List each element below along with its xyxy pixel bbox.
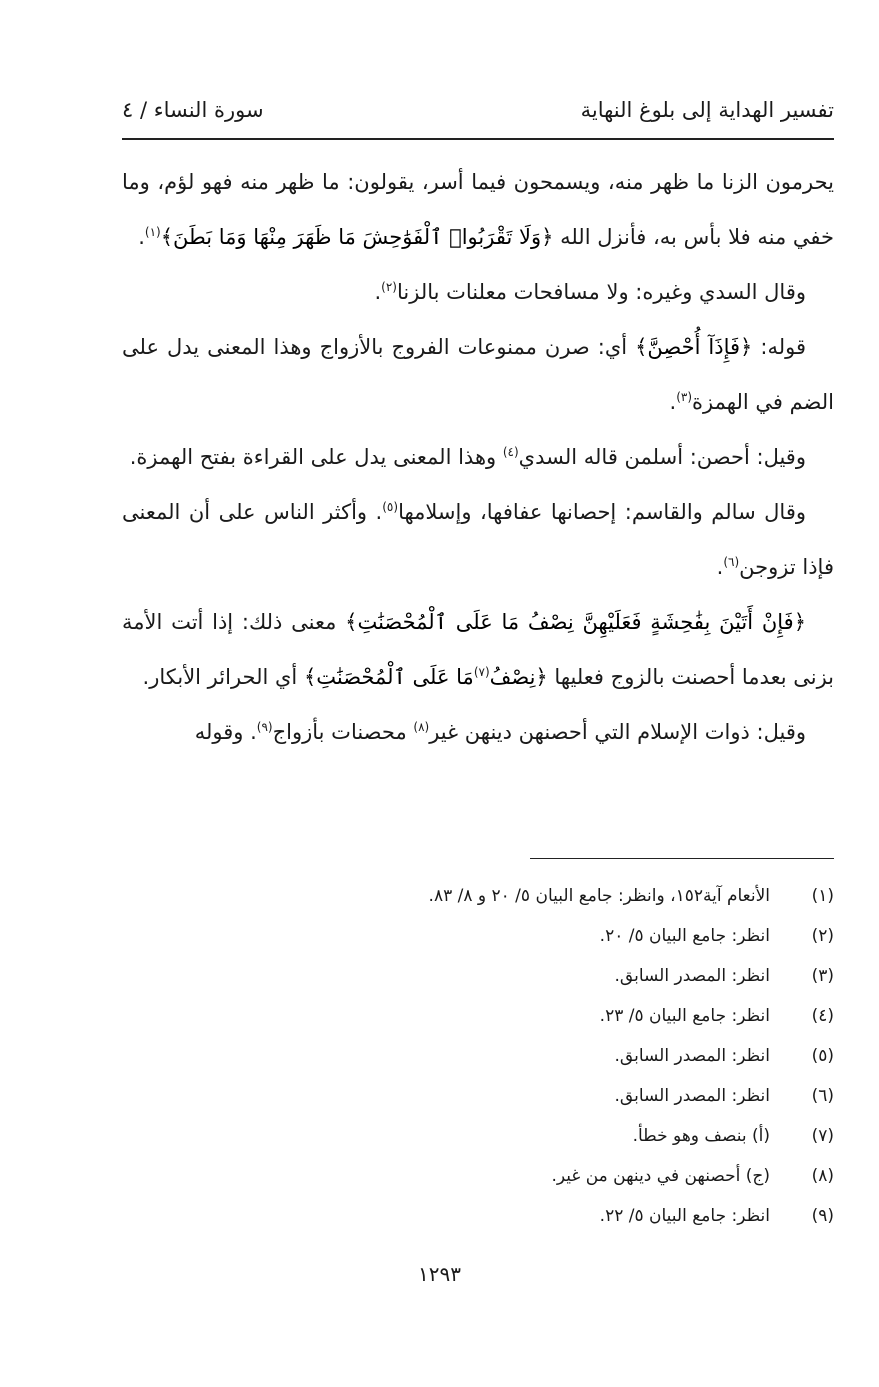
footnote-ref: (١) xyxy=(144,225,161,239)
footnote-number: (٢) xyxy=(811,926,834,946)
footnote-number: (٤) xyxy=(811,1006,834,1026)
page-number: ١٢٩٣ xyxy=(418,1262,461,1286)
footnote-number: (٦) xyxy=(811,1086,834,1106)
text-run: أي الحرائر الأبكار. xyxy=(142,665,304,689)
paragraph xyxy=(122,705,834,760)
paragraph xyxy=(122,265,834,320)
footnotes-list xyxy=(122,876,834,1236)
quran-verse: ﴿فَإِنْ أَتَيْنَ بِفَٰحِشَةٍ فَعَلَيْهِنَّ نِصْفُ مَا عَلَى ٱلْمُحْصَنَٰتِ﴾ xyxy=(345,610,806,634)
footnote-ref: (٥) xyxy=(382,500,399,514)
footnote-ref: (٣) xyxy=(676,390,693,404)
text-run: . وأكثر الناس على أن المعنى فإذا تزوجن xyxy=(122,500,834,579)
footnote-ref: (٢) xyxy=(381,280,397,294)
footnote-number: (٨) xyxy=(811,1166,834,1186)
footnote-divider xyxy=(530,858,834,859)
footnote-ref: (٦) xyxy=(723,555,740,569)
footnote-item xyxy=(122,1156,834,1196)
text-run: وهذا المعنى يدل على القراءة بفتح الهمزة. xyxy=(129,445,503,469)
text-run: . وقوله xyxy=(194,720,257,744)
text-run: أي: صرن ممنوعات الفروج بالأزواج وهذا المعنى يدل على الضم في الهمزة xyxy=(122,335,834,414)
footnote-text: انظر: المصدر السابق. xyxy=(614,966,770,986)
surah-label: سورة النساء / ٤ xyxy=(122,98,264,122)
text-run: معنى ذلك: إذا أتت الأمة بزنى بعدما أحصنت بالزوج فعليها xyxy=(122,610,834,689)
footnote-item xyxy=(122,1036,834,1076)
quran-verse: ﴿فَإِذَآ أُحْصِنَّ﴾ xyxy=(635,335,753,359)
text-run: . xyxy=(374,280,382,304)
footnote-item xyxy=(122,1076,834,1116)
footnote-text: (أ) بنصف وهو خطأ. xyxy=(632,1126,770,1146)
footnote-text: انظر: جامع البيان ٥/ ٢٠. xyxy=(599,926,770,946)
paragraph xyxy=(122,430,834,485)
paragraph xyxy=(122,485,834,595)
text-run: يحرمون الزنا ما ظهر منه، ويسمحون فيما أسر، يقولون: ما ظهر منه فهو لؤم، وما خفي منه فلا بأس به، فأنزل الله xyxy=(122,170,834,249)
footnote-text: (ج) أحصنهن في دينهن من غير. xyxy=(551,1166,770,1186)
paragraph xyxy=(122,155,834,265)
footnote-item xyxy=(122,1196,834,1236)
text-run: وقيل: أحصن: أسلمن قاله السدي xyxy=(518,445,806,469)
footnote-number: (٥) xyxy=(811,1046,834,1066)
footnote-ref: (٤) xyxy=(502,445,519,459)
main-text xyxy=(122,155,834,760)
book-title: تفسير الهداية إلى بلوغ النهاية xyxy=(580,98,834,122)
footnote-ref: (٧) xyxy=(473,665,490,679)
footnote-item xyxy=(122,956,834,996)
paragraph xyxy=(122,320,834,430)
footnote-text: انظر: جامع البيان ٥/ ٢٣. xyxy=(599,1006,770,1026)
page-header xyxy=(122,92,834,132)
header-divider xyxy=(122,138,834,140)
footnote-ref: (٨) xyxy=(413,720,430,734)
text-run: . xyxy=(716,555,724,579)
footnote-text: الأنعام آية١٥٢، وانظر: جامع البيان ٥/ ٢٠ و ٨/ ٨٣. xyxy=(428,886,770,906)
footnote-ref: (٩) xyxy=(256,720,273,734)
footnote-item xyxy=(122,916,834,956)
quran-verse: مَا عَلَى ٱلْمُحْصَنَٰتِ﴾ xyxy=(303,665,474,689)
footnote-text: انظر: جامع البيان ٥/ ٢٢. xyxy=(599,1206,770,1226)
footnote-number: (٣) xyxy=(811,966,834,986)
text-run: قوله: xyxy=(752,335,807,359)
footnote-item xyxy=(122,876,834,916)
footnote-number: (٧) xyxy=(811,1126,834,1146)
footnote-item xyxy=(122,996,834,1036)
footnote-text: انظر: المصدر السابق. xyxy=(614,1046,770,1066)
paragraph xyxy=(122,595,834,705)
text-run: وقال سالم والقاسم: إحصانها عفافها، وإسلامها xyxy=(398,500,806,524)
text-run: . xyxy=(138,225,145,249)
text-run: وقيل: ذوات الإسلام التي أحصنهن دينهن غير xyxy=(429,720,806,744)
text-run: محصنات بأزواج xyxy=(272,720,414,744)
quran-verse: ﴿وَلَا تَقْرَبُوا۟ ٱلْفَوَٰحِشَ مَا ظَهَرَ مِنْهَا وَمَا بَطَنَ﴾ xyxy=(160,225,554,249)
footnote-number: (٩) xyxy=(811,1206,834,1226)
footnote-number: (١) xyxy=(811,886,834,906)
footnote-item xyxy=(122,1116,834,1156)
quran-verse: ﴿نِصْفُ xyxy=(489,665,548,689)
footnote-text: انظر: المصدر السابق. xyxy=(614,1086,770,1106)
text-run: . xyxy=(669,390,677,414)
text-run: وقال السدي وغيره: ولا مسافحات معلنات بالزنا xyxy=(396,280,806,304)
